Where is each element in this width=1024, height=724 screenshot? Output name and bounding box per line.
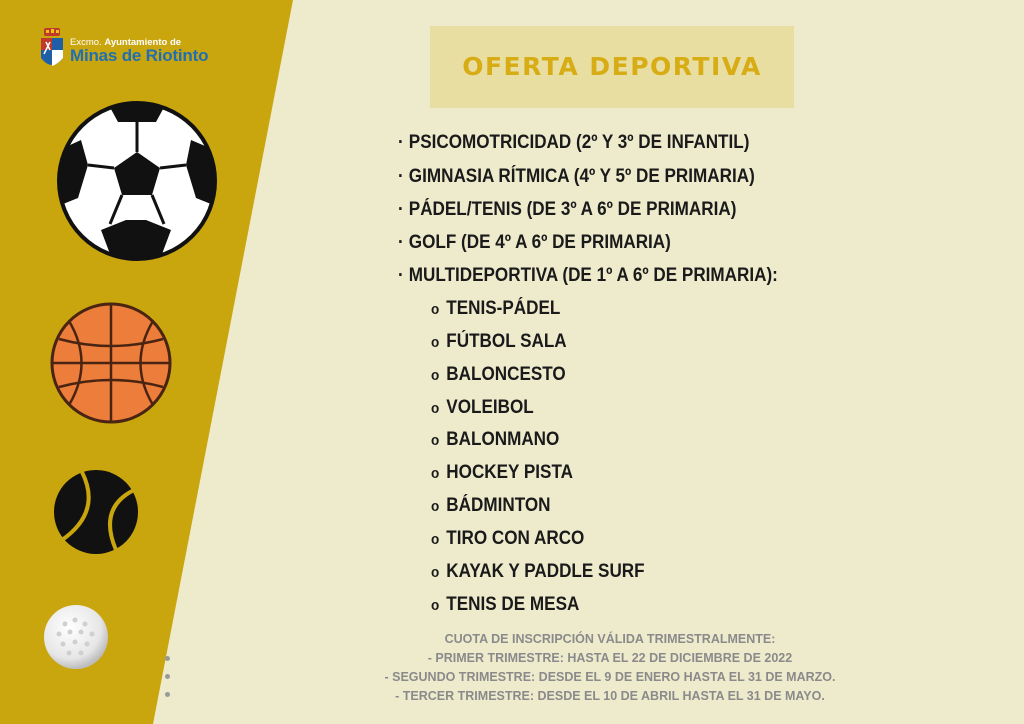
sub-list-item: o BÁDMINTON — [431, 495, 551, 516]
soccer-ball-icon — [56, 100, 218, 262]
list-item: · PSICOMOTRICIDAD (2º Y 3º DE INFANTIL) — [398, 132, 750, 153]
sub-list-item: o KAYAK Y PADDLE SURF — [431, 561, 645, 582]
sub-list-item: o TENIS-PÁDEL — [431, 298, 561, 319]
sub-list-item: o HOCKEY PISTA — [431, 462, 573, 483]
fee-bullet-dot — [165, 692, 170, 697]
fee-bullet-dot — [165, 674, 170, 679]
fee-bullet-dot — [165, 656, 170, 661]
logo-line2: Minas de Riotinto — [70, 46, 209, 65]
fee-line: - PRIMER TRIMESTRE: HASTA EL 22 DE DICIEMBRE DE 2022 — [427, 651, 793, 665]
sub-list-item: o TENIS DE MESA — [431, 594, 580, 615]
logo-line1: Excmo. Ayuntamiento de — [70, 37, 182, 48]
golf-ball-icon — [43, 604, 109, 670]
page-title: OFERTA DEPORTIVA — [462, 52, 762, 81]
fee-heading: CUOTA DE INSCRIPCIÓN VÁLIDA TRIMESTRALMENTE: — [444, 632, 776, 646]
fee-line: - TERCER TRIMESTRE: DESDE EL 10 DE ABRIL HASTA EL 31 DE MAYO. — [395, 689, 825, 703]
crest-icon — [38, 28, 66, 72]
municipality-logo — [38, 28, 238, 74]
fee-line: - SEGUNDO TRIMESTRE: DESDE EL 9 DE ENERO HASTA EL 31 DE MARZO. — [384, 670, 836, 684]
sub-list-item: o TIRO CON ARCO — [431, 528, 585, 549]
tennis-ball-icon — [52, 468, 140, 556]
title-box — [430, 26, 794, 108]
list-item: · MULTIDEPORTIVA (DE 1º A 6º DE PRIMARIA): — [398, 265, 778, 286]
sub-list-item: o BALONCESTO — [431, 364, 566, 385]
sub-list-item: o BALONMANO — [431, 429, 560, 450]
list-item: · GIMNASIA RÍTMICA (4º Y 5º DE PRIMARIA) — [398, 166, 755, 187]
fee-info — [300, 630, 920, 706]
sub-list-item: o VOLEIBOL — [431, 397, 534, 418]
sub-list-item: o FÚTBOL SALA — [431, 331, 567, 352]
list-item: · GOLF (DE 4º A 6º DE PRIMARIA) — [398, 232, 671, 253]
list-item: · PÁDEL/TENIS (DE 3º A 6º DE PRIMARIA) — [398, 199, 737, 220]
basketball-icon — [49, 301, 173, 425]
